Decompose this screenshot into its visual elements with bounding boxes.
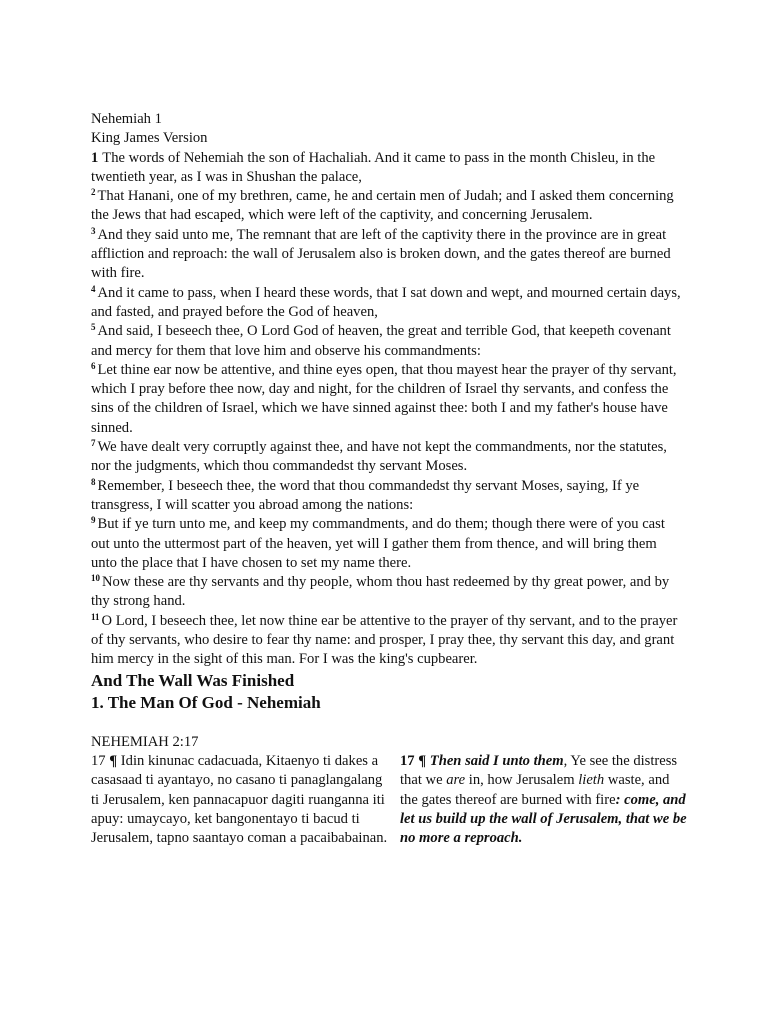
verse-text: in, how Jerusalem <box>465 772 579 789</box>
verse <box>91 515 686 573</box>
parallel-columns <box>91 752 688 848</box>
verse <box>91 284 686 323</box>
verse-text: And they said unto me, The remnant that are left of the captivity there in the province are in great affliction and reproach: the wall of Jerusalem also is broken down, and the gates thereof are burned with fire. <box>91 226 671 282</box>
pilcrow-mark: ¶ <box>418 752 427 769</box>
verse-text: And it came to pass, when I heard these words, that I sat down and wept, and mourned certain days, and fasted, and prayed before the God of heaven, <box>91 284 681 320</box>
verse-text: The words of Nehemiah the son of Hachaliah. And it came to pass in the month Chisleu, in the twentieth year, as I was in Shushan the palace, <box>91 149 656 185</box>
verse <box>91 149 686 188</box>
verse-text-bold-italic: Then said I unto them <box>429 752 564 769</box>
verse <box>91 438 686 477</box>
verse-number: 11 <box>91 611 100 622</box>
verse-number: 1 <box>91 149 99 166</box>
verse-number: 17 <box>400 752 415 769</box>
verse-number: 7 <box>91 438 96 449</box>
verse-text: Idin kinunac cadacuada, Kitaenyo ti dakes a casasaad ti ayantayo, no casano ti panaglangalang ti Jerusalem, ken pannacapuor dagiti ruanganna iti apuy: umaycayo, ket bangonentayo ti bacud ti Jerusalem, tapno saantayo coman a pacaibabainan. <box>91 752 388 847</box>
verse-number: 8 <box>91 476 96 487</box>
verse <box>91 477 686 516</box>
verse-text-bold-italic: : come, and let us build up the wall of Jerusalem, that we be no more a reproach. <box>400 791 687 847</box>
subsection-heading: 1. The Man Of God - Nehemiah <box>91 692 321 712</box>
verse-number: 3 <box>91 225 96 236</box>
scripture-reference: NEHEMIAH 2:17 <box>91 733 199 750</box>
verse-number: 5 <box>91 322 96 333</box>
ilocano-column <box>91 752 389 848</box>
verse-list <box>91 149 686 670</box>
chapter-title: Nehemiah 1 <box>91 111 162 127</box>
verse-number: 4 <box>91 283 96 294</box>
document-page <box>91 110 686 848</box>
verse-number: 2 <box>91 187 96 198</box>
verse-text: waste, and the gates thereof are burned with fire <box>400 772 670 808</box>
verse-text: And said, I beseech thee, O Lord God of heaven, the great and terrible God, that keepeth covenant and mercy for them that love him and observe his commandments: <box>91 323 671 359</box>
verse-number: 9 <box>91 515 96 526</box>
kjv-column <box>400 752 688 848</box>
verse-text: But if ye turn unto me, and keep my commandments, and do them; though there were of you cast out unto the uttermost part of the heaven, yet will I gather them from thence, and will bring them unto the place that I have chosen to set my name there. <box>91 516 665 571</box>
verse-text: Let thine ear now be attentive, and thine eyes open, that thou mayest hear the prayer of thy servant, which I pray before thee now, day and night, for the children of Israel thy servants, and confess the sins of the children of Israel, which we have sinned against thee: both I and my father's house have sinned. <box>91 361 677 436</box>
verse-text: Now these are thy servants and thy people, whom thou hast redeemed by thy great power, and by thy strong hand. <box>91 574 670 610</box>
verse-text: Remember, I beseech thee, the word that thou commandedst thy servant Moses, saying, If ye transgress, I will scatter you abroad among the nations: <box>91 477 640 513</box>
version-label: King James Version <box>91 130 208 147</box>
verse-number: 6 <box>91 360 96 371</box>
verse <box>91 187 686 226</box>
verse <box>91 612 686 670</box>
verse-text: O Lord, I beseech thee, let now thine ear be attentive to the prayer of thy servant, and to the prayer of thy servants, who desire to fear thy name: and prosper, I pray thee, thy servant this day, and grant him mercy in the sight of this man. For I was the king's cupbearer. <box>91 612 678 668</box>
verse-text: We have dealt very corruptly against thee, and have not kept the commandments, nor the statutes, nor the judgments, which thou commandedst thy servant Moses. <box>91 439 667 475</box>
verse-text-italic: are <box>446 772 466 789</box>
verse-text-italic: lieth <box>578 772 605 789</box>
verse <box>91 361 686 438</box>
verse <box>91 322 686 361</box>
verse-number: 10 <box>91 573 100 584</box>
pilcrow-mark: ¶ <box>109 752 118 769</box>
verse-text: That Hanani, one of my brethren, came, he and certain men of Judah; and I asked them concerning the Jews that had escaped, which were left of the captivity, and concerning Jerusalem. <box>91 188 674 224</box>
verse <box>91 226 686 284</box>
verse-number: 17 <box>91 752 106 769</box>
section-heading: And The Wall Was Finished <box>91 670 295 690</box>
verse <box>91 573 686 612</box>
verse-text: , Ye see the distress that we <box>400 752 678 789</box>
